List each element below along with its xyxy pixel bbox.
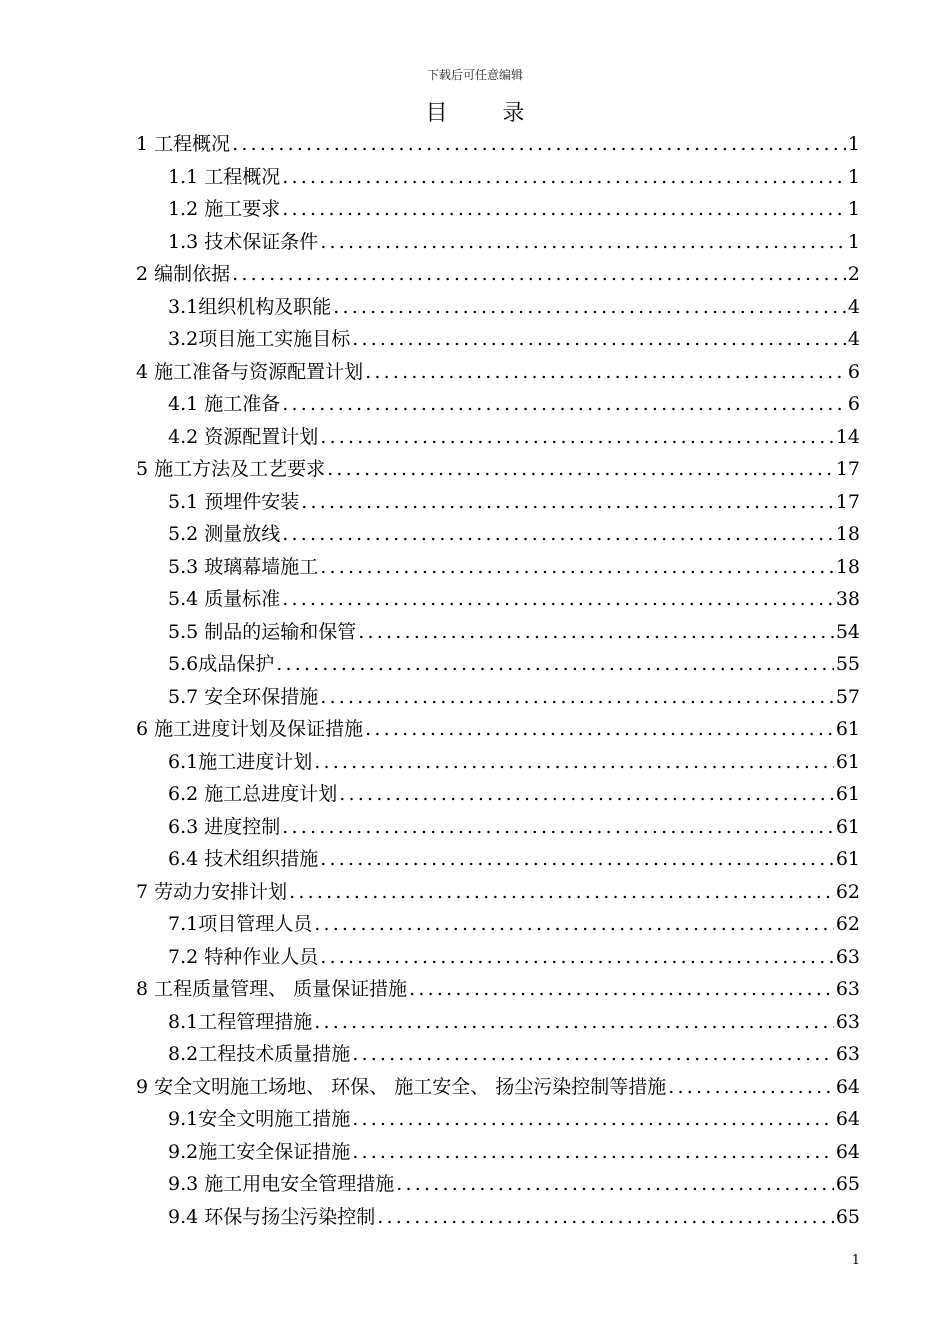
toc-entry-page: 61 [835, 750, 860, 773]
toc-entry-label: 1.3 技术保证条件 [168, 230, 319, 253]
toc-entry-page: 1 [847, 133, 860, 155]
toc-entry[interactable] [136, 193, 860, 226]
toc-entry[interactable] [136, 941, 860, 974]
toc-leader-dots [352, 1103, 834, 1136]
toc-entry-page: 61 [835, 815, 860, 838]
toc-leader-dots [365, 713, 834, 746]
toc-leader-dots [282, 811, 834, 844]
toc-leader-dots [409, 973, 834, 1006]
toc-entry-page: 62 [835, 913, 860, 935]
toc-entry[interactable] [136, 258, 860, 291]
toc-entry-page: 64 [835, 1108, 860, 1130]
toc-entry-label: 5.1 预埋件安装 [168, 490, 300, 513]
toc-entry[interactable] [136, 453, 860, 486]
toc-entry[interactable] [136, 486, 860, 519]
toc-entry-label: 9.3 施工用电安全管理措施 [168, 1173, 395, 1195]
toc-entry-label: 5.5 制品的运输和保管 [168, 620, 357, 643]
toc-entry-page: 1 [847, 165, 860, 188]
toc-entry[interactable] [136, 226, 860, 259]
toc-entry-page: 38 [835, 588, 860, 610]
toc-entry-page: 4 [847, 295, 860, 318]
toc-entry[interactable] [136, 746, 860, 779]
toc-leader-dots [301, 486, 834, 519]
toc-entry-page: 57 [835, 685, 860, 708]
toc-entry[interactable] [136, 1038, 860, 1071]
toc-leader-dots [320, 843, 834, 876]
toc-entry[interactable] [136, 291, 860, 324]
toc-leader-dots [282, 193, 846, 226]
toc-entry-page: 1 [847, 198, 860, 220]
toc-entry-label: 5.3 玻璃幕墙施工 [168, 555, 319, 578]
toc-leader-dots [314, 1006, 834, 1039]
toc-entry-label: 9 安全文明施工场地、 环保、 施工安全、 扬尘污染控制等措施 [136, 1075, 667, 1098]
toc-entry-page: 6 [847, 393, 860, 415]
toc-entry[interactable] [136, 876, 860, 909]
toc-leader-dots [282, 161, 846, 194]
toc-entry-label: 3.2项目施工实施目标 [168, 328, 351, 350]
toc-entry[interactable] [136, 161, 860, 194]
toc-entry-label: 6 施工进度计划及保证措施 [136, 718, 364, 740]
toc-entry-page: 65 [835, 1173, 860, 1195]
toc-entry[interactable] [136, 973, 860, 1006]
toc-entry[interactable] [136, 323, 860, 356]
toc-entry-label: 1.2 施工要求 [168, 198, 281, 220]
toc-entry-page: 63 [835, 978, 860, 1000]
toc-entry-page: 54 [835, 620, 860, 643]
toc-entry[interactable] [136, 421, 860, 454]
toc-entry[interactable] [136, 128, 860, 161]
toc-leader-dots [333, 291, 846, 324]
toc-entry[interactable] [136, 388, 860, 421]
toc-entry-label: 8.2工程技术质量措施 [168, 1043, 351, 1065]
toc-entry-label: 6.4 技术组织措施 [168, 848, 319, 870]
toc-entry-label: 8.1工程管理措施 [168, 1010, 313, 1033]
toc-leader-dots [352, 1038, 834, 1071]
toc-entry-page: 61 [835, 783, 860, 805]
toc-leader-dots [320, 941, 834, 974]
toc-entry[interactable] [136, 551, 860, 584]
toc-entry-label: 7 劳动力安排计划 [136, 880, 288, 903]
toc-entry-page: 63 [835, 1043, 860, 1065]
toc-entry-page: 64 [835, 1140, 860, 1163]
toc-entry-page: 62 [835, 880, 860, 903]
toc-entry-page: 18 [835, 555, 860, 578]
toc-leader-dots [320, 421, 834, 454]
toc-leader-dots [352, 323, 846, 356]
toc-entry-page: 61 [835, 848, 860, 870]
toc-entry-page: 63 [835, 945, 860, 968]
toc-entry-label: 9.1安全文明施工措施 [168, 1108, 351, 1130]
table-of-contents [136, 128, 860, 1233]
toc-leader-dots [314, 908, 834, 941]
toc-leader-dots [668, 1071, 834, 1104]
toc-leader-dots [339, 778, 834, 811]
toc-entry[interactable] [136, 648, 860, 681]
toc-entry[interactable] [136, 1168, 860, 1201]
toc-entry[interactable] [136, 356, 860, 389]
toc-entry[interactable] [136, 616, 860, 649]
toc-leader-dots [365, 356, 846, 389]
toc-leader-dots [320, 681, 834, 714]
toc-entry-label: 9.2施工安全保证措施 [168, 1140, 351, 1163]
toc-entry[interactable] [136, 778, 860, 811]
toc-entry-page: 6 [847, 360, 860, 383]
toc-leader-dots [320, 551, 834, 584]
toc-entry-label: 1 工程概况 [136, 133, 231, 155]
toc-leader-dots [352, 1136, 834, 1169]
toc-entry[interactable] [136, 1006, 860, 1039]
toc-entry[interactable] [136, 518, 860, 551]
toc-leader-dots [396, 1168, 834, 1201]
toc-leader-dots [232, 258, 846, 291]
toc-entry[interactable] [136, 1136, 860, 1169]
toc-entry[interactable] [136, 908, 860, 941]
page-number: 1 [851, 1253, 860, 1268]
toc-entry-page: 17 [835, 458, 860, 480]
toc-entry-label: 1.1 工程概况 [168, 165, 281, 188]
toc-entry-label: 8 工程质量管理、 质量保证措施 [136, 978, 408, 1000]
toc-leader-dots [377, 1201, 834, 1234]
toc-entry-label: 7.2 特种作业人员 [168, 945, 319, 968]
toc-entry-page: 63 [835, 1010, 860, 1033]
toc-entry[interactable] [136, 1201, 860, 1234]
toc-entry-label: 5.4 质量标准 [168, 588, 281, 610]
toc-entry-label: 5.6成品保护 [168, 653, 275, 675]
toc-leader-dots [282, 583, 834, 616]
header-note: 下载后可任意编辑 [426, 68, 523, 82]
toc-entry-label: 3.1组织机构及职能 [168, 295, 332, 318]
toc-entry[interactable] [136, 1103, 860, 1136]
toc-leader-dots [314, 746, 834, 779]
toc-leader-dots [282, 388, 846, 421]
toc-entry-label: 5.7 安全环保措施 [168, 685, 319, 708]
toc-entry-label: 4.2 资源配置计划 [168, 425, 319, 448]
toc-entry-page: 2 [847, 263, 860, 285]
toc-entry-label: 6.1施工进度计划 [168, 750, 313, 773]
toc-entry-page: 55 [835, 653, 860, 675]
toc-leader-dots [276, 648, 834, 681]
toc-entry-label: 4.1 施工准备 [168, 393, 281, 415]
toc-entry-label: 7.1项目管理人员 [168, 913, 313, 935]
toc-entry[interactable] [136, 811, 860, 844]
toc-entry-page: 65 [835, 1205, 860, 1228]
toc-entry-label: 5.2 测量放线 [168, 523, 281, 545]
toc-entry[interactable] [136, 681, 860, 714]
toc-entry-page: 1 [847, 230, 860, 253]
toc-entry[interactable] [136, 713, 860, 746]
toc-entry-page: 18 [835, 523, 860, 545]
toc-entry-label: 6.3 进度控制 [168, 815, 281, 838]
toc-entry[interactable] [136, 843, 860, 876]
toc-entry[interactable] [136, 583, 860, 616]
toc-entry-page: 14 [835, 425, 860, 448]
toc-leader-dots [232, 128, 846, 161]
toc-entry-label: 9.4 环保与扬尘污染控制 [168, 1205, 376, 1228]
page-title: 目 录 [425, 101, 549, 126]
toc-entry-label: 5 施工方法及工艺要求 [136, 458, 326, 480]
toc-leader-dots [320, 226, 846, 259]
toc-entry-page: 61 [835, 718, 860, 740]
toc-entry-page: 64 [835, 1075, 860, 1098]
toc-entry-label: 4 施工准备与资源配置计划 [136, 360, 364, 383]
toc-entry-label: 2 编制依据 [136, 263, 231, 285]
toc-leader-dots [327, 453, 834, 486]
toc-entry[interactable] [136, 1071, 860, 1104]
toc-leader-dots [282, 518, 834, 551]
toc-leader-dots [289, 876, 834, 909]
toc-entry-label: 6.2 施工总进度计划 [168, 783, 338, 805]
toc-entry-page: 4 [847, 328, 860, 350]
toc-leader-dots [358, 616, 834, 649]
toc-entry-page: 17 [835, 490, 860, 513]
